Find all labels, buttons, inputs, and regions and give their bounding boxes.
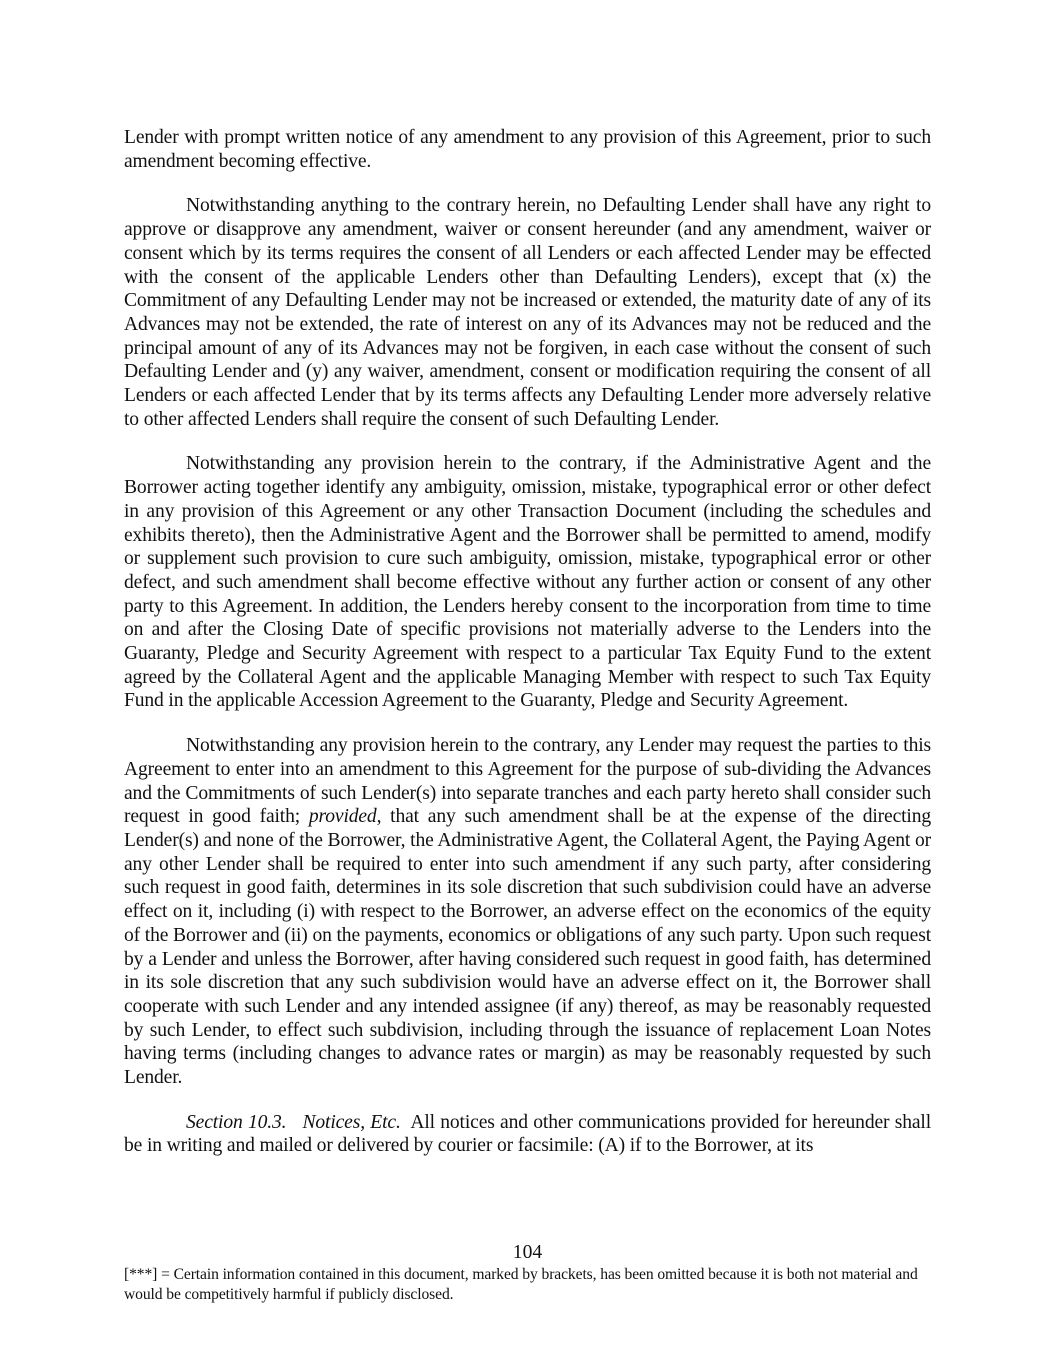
section-10-3-notices [124,1111,931,1158]
section-body-text: All notices and other communications provided for hereunder shall be in writing and mailed or delivered by courier or facsimile: (A) if to the Borrower, at its [124,1111,931,1157]
subdividing-text-before: Notwithstanding any provision herein to the contrary, any Lender may request the parties to this Agreement to enter into an amendment to this Agreement for the purpose of sub-dividing the Advances and the Commitments of such Lender(s) into separate tranches and each party hereto shall consider such request in good faith; [124,735,931,828]
confidentiality-footnote: [***] = Certain information contained in this document, marked by brackets, has been omitted because it is both not material and would be competitively harmful if publicly disclosed. [124,1266,918,1303]
document-page [124,126,931,1179]
section-title: Notices, Etc. [302,1111,401,1133]
paragraph-amendment-notice: Lender with prompt written notice of any amendment to any provision of this Agreement, prior to such amendment becoming effective. [124,127,931,172]
paragraph-subdividing-advances [124,734,931,1090]
page-number: 104 [512,1242,543,1263]
subdividing-text-after: , that any such amendment shall be at the expense of the directing Lender(s) and none of the Borrower, the Administrative Agent, the Collateral Agent, the Paying Agent or any other Lender shall be required to enter into such amendment if any such party, after considering such request in good faith, determines in its sole discretion that such subdivision could have an adverse effect on it, including (i) with respect to the Borrower, an adverse effect on the economics of the equity of the Borrower and (ii) on the payments, economics or obligations of any such party. Upon such request by a Lender and unless the Borrower, after having considered such request in good faith, has determined in its sole discretion that any such subdivision would have an adverse effect on it, the Borrower shall cooperate with such Lender and any intended assignee (if any) thereof, as may be reasonably requested by such Lender, to effect such subdivision, including through the issuance of replacement Loan Notes having terms (including changes to advance rates or margin) as may be reasonably requested by such Lender. [124,806,931,1089]
paragraph-ambiguity-cure: Notwithstanding any provision herein to the contrary, if the Administrative Agent and the Borrower acting together identify any ambiguity, omission, mistake, typographical error or other defect in any provision of this Agreement or any other Transaction Document (including the schedules and exhibits thereto), then the Administrative Agent and the Borrower shall be permitted to amend, modify or supplement such provision to cure such ambiguity, omission, mistake, typographical error or other defect, and such amendment shall become effective without any further action or consent of any other party to this Agreement. In addition, the Lenders hereby consent to the incorporation from time to time on and after the Closing Date of specific provisions not materially adverse to the Lenders into the Guaranty, Pledge and Security Agreement with respect to a particular Tax Equity Fund to the extent agreed by the Collateral Agent and the applicable Managing Member with respect to such Tax Equity Fund in the applicable Accession Agreement to the Guaranty, Pledge and Security Agreement. [124,453,931,712]
section-number: Section 10.3. [186,1111,287,1133]
provided-term: provided [308,806,377,828]
paragraph-defaulting-lender: Notwithstanding anything to the contrary herein, no Defaulting Lender shall have any right to approve or disapprove any amendment, waiver or consent hereunder (and any amendment, waiver or consent which by its terms requires the consent of all Lenders or each affected Lender may be effected with the consent of the applicable Lenders other than Defaulting Lenders), except that (x) the Commitment of any Defaulting Lender may not be increased or extended, the maturity date of any of its Advances may not be extended, the rate of interest on any of its Advances may not be reduced and the principal amount of any of its Advances may not be forgiven, in each case without the consent of such Defaulting Lender and (y) any waiver, amendment, consent or modification requiring the consent of all Lenders or each affected Lender that by its terms affects any Defaulting Lender more adversely relative to other affected Lenders shall require the consent of such Defaulting Lender. [124,195,931,430]
